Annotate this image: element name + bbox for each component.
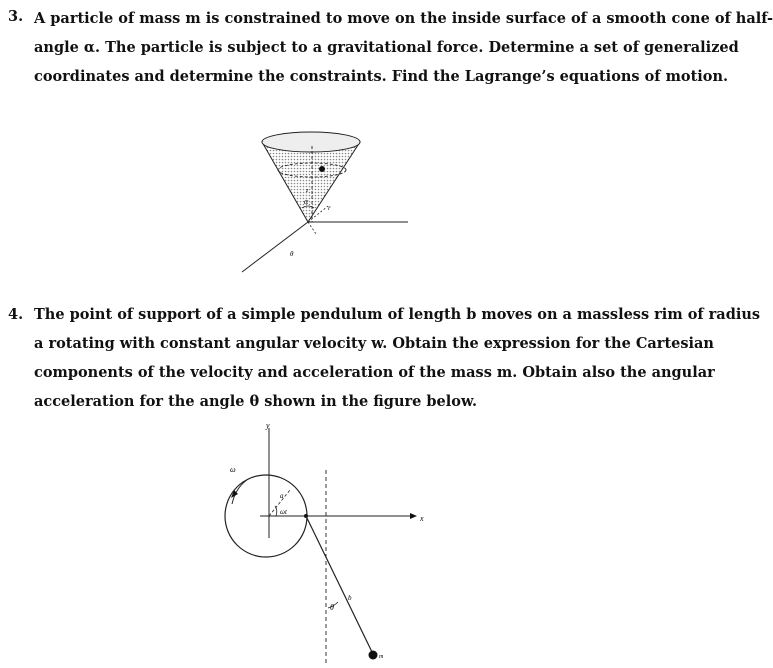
- problem-3-line-2: angle α. The particle is subject to a gravitational force. Determine a set of generalized: [34, 39, 739, 56]
- particle-mass: [319, 166, 325, 172]
- problem-3-line-3: coordinates and determine the constraints. Find the Lagrange’s equations of motion.: [34, 68, 729, 85]
- pendulum-string: [306, 516, 372, 652]
- problem-3-text: [34, 4, 773, 91]
- problem-4-number: 4.: [8, 306, 24, 323]
- pendulum-figure: [220, 420, 440, 666]
- label-y: y: [266, 421, 270, 430]
- label-a: a: [280, 492, 284, 500]
- label-x: x: [420, 514, 424, 523]
- problem-4-line-3: components of the velocity and acceleration of the mass m. Obtain also the angular: [34, 364, 715, 381]
- label-theta: θ: [290, 250, 294, 258]
- label-m: m: [379, 654, 384, 660]
- label-alpha: α: [304, 197, 309, 206]
- problem-3-number: 3.: [8, 8, 24, 25]
- label-omega-t: ωt: [280, 508, 287, 516]
- label-theta-pendulum: θ: [330, 603, 334, 612]
- label-z: z: [306, 188, 309, 194]
- cone-surface: [262, 142, 360, 222]
- label-b: b: [348, 594, 352, 602]
- problem-4-line-1: The point of support of a simple pendulum of length b moves on a massless rim of radius: [34, 306, 761, 323]
- problem-4-line-2: a rotating with constant angular velocity w. Obtain the expression for the Cartesian: [34, 335, 714, 352]
- pendulum-mass: [369, 651, 378, 660]
- problem-4-line-4: acceleration for the angle θ shown in the figure below.: [34, 393, 478, 410]
- problem-3-line-1: A particle of mass m is constrained to move on the inside surface of a smooth cone of half-: [34, 10, 773, 27]
- depth-axis: [242, 222, 308, 272]
- label-omega: ω: [230, 465, 236, 474]
- cone-rim: [262, 132, 360, 152]
- label-r: r: [328, 204, 331, 212]
- problem-4-text: [34, 300, 761, 416]
- cone-figure: [236, 122, 416, 282]
